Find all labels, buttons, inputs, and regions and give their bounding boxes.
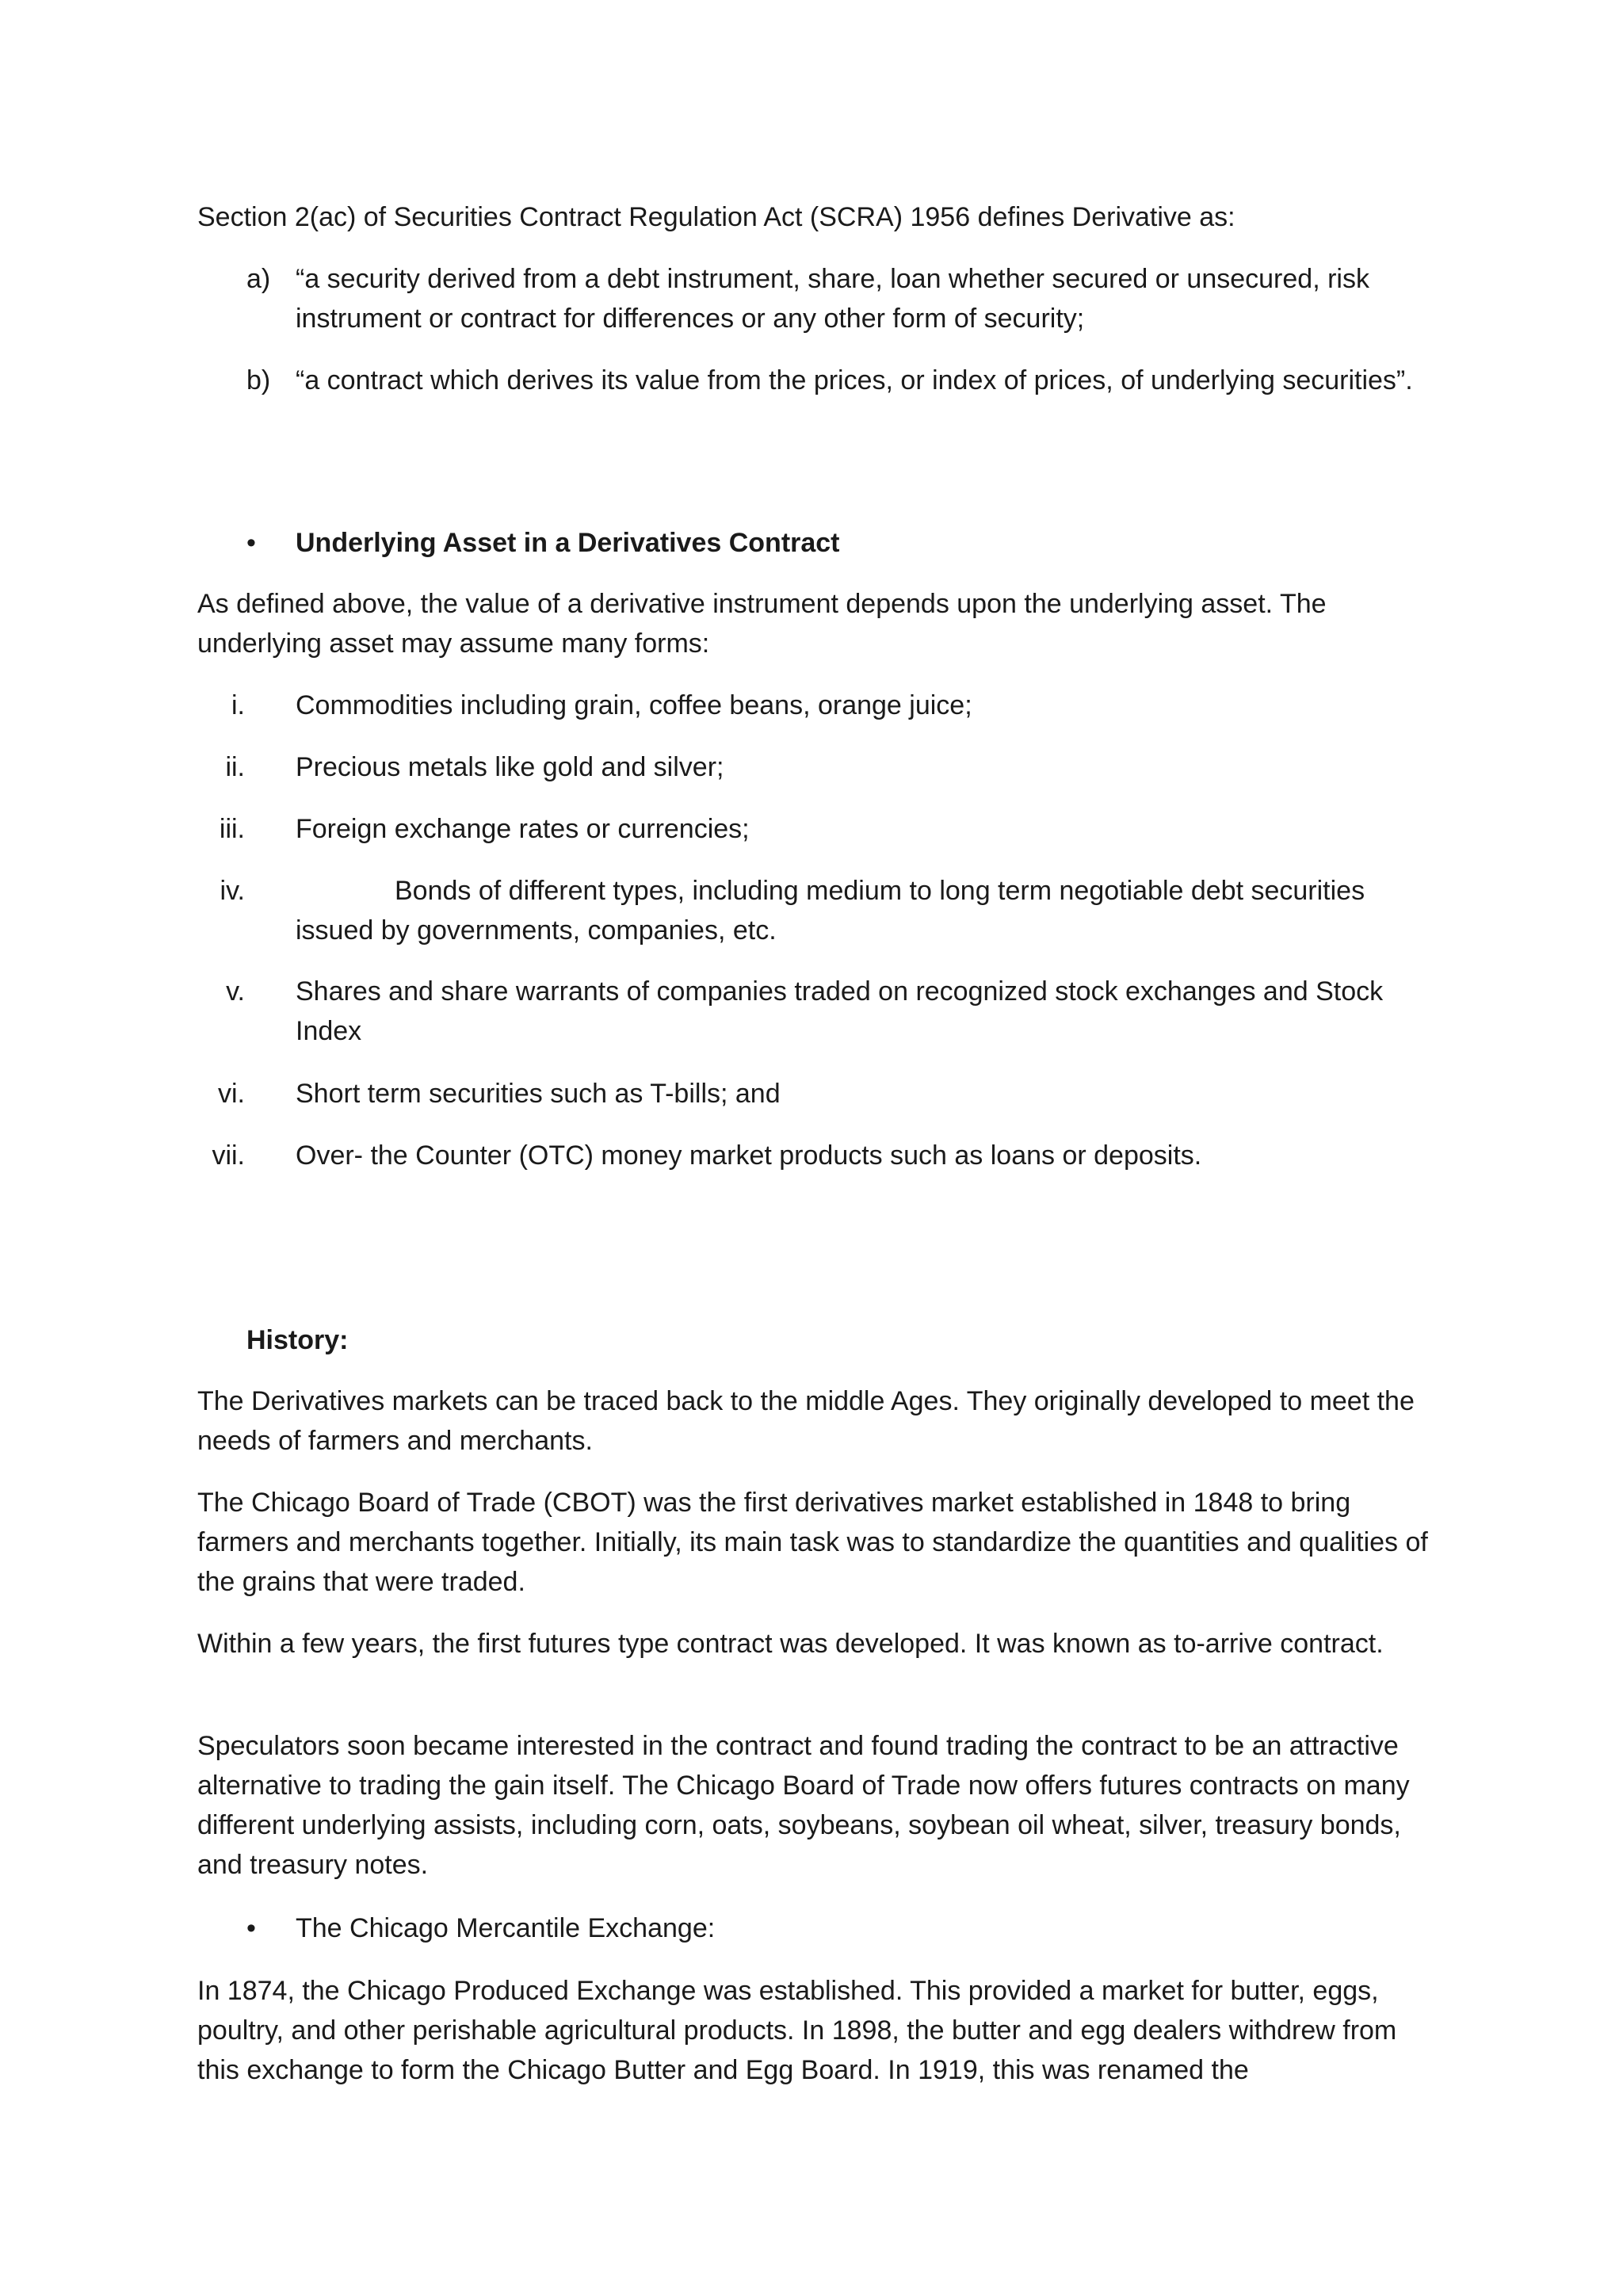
cme-heading: The Chicago Mercantile Exchange:	[296, 1913, 716, 1943]
asset-label-ii: ii.	[225, 752, 245, 782]
bullet-underlying-heading: •	[246, 528, 256, 558]
asset-label-iii: iii.	[219, 814, 245, 844]
asset-label-vi: vi.	[218, 1079, 245, 1109]
underlying-intro-paragraph: As defined above, the value of a derivative instrument depends upon the underlying asset. The underlying asset may assume many forms:	[197, 589, 1327, 659]
asset-text-iv: Bonds of different types, including medium to long term negotiable debt securities issued by governments, companies, etc.	[296, 876, 1365, 946]
history-paragraph-1: The Derivatives markets can be traced back to the middle Ages. They originally developed to meet the needs of farmers and merchants.	[197, 1386, 1415, 1456]
definition-text-b: “a contract which derives its value from the prices, or index of prices, of underlying securities”.	[296, 365, 1413, 395]
definition-text-a: “a security derived from a debt instrument, share, loan whether secured or unsecured, risk instrument or contract for differences or any other form of security;	[296, 264, 1369, 334]
asset-text-v: Shares and share warrants of companies traded on recognized stock exchanges and Stock Index	[296, 976, 1384, 1046]
definition-label-a: a)	[246, 264, 271, 294]
asset-text-vi: Short term securities such as T-bills; and	[296, 1079, 781, 1109]
asset-text-i: Commodities including grain, coffee beans, orange juice;	[296, 690, 972, 720]
asset-text-ii: Precious metals like gold and silver;	[296, 752, 724, 782]
cme-paragraph: In 1874, the Chicago Produced Exchange was established. This provided a market for butter, eggs, poultry, and other perishable agricultural products. In 1898, the butter and egg dealers withdrew from this exchange to form the Chicago Butter and Egg Board. In 1919, this was renamed the	[197, 1976, 1397, 2085]
asset-label-iv: iv.	[220, 876, 245, 906]
asset-label-v: v.	[226, 976, 245, 1007]
asset-text-iii: Foreign exchange rates or currencies;	[296, 814, 750, 844]
intro-paragraph: Section 2(ac) of Securities Contract Regulation Act (SCRA) 1956 defines Derivative as:	[197, 202, 1235, 232]
bullet-cme-heading: •	[246, 1913, 256, 1943]
underlying-heading: Underlying Asset in a Derivatives Contract	[296, 528, 840, 558]
asset-label-i: i.	[231, 690, 245, 720]
asset-text-vii: Over- the Counter (OTC) money market products such as loans or deposits.	[296, 1140, 1202, 1171]
history-paragraph-4: Speculators soon became interested in the contract and found trading the contract to be an attractive alternative to trading the gain itself. The Chicago Board of Trade now offers futures contracts on many different underlying assists, including corn, oats, soybeans, soybean oil wheat, silver, treasury bonds, and treasury notes.	[197, 1731, 1410, 1880]
definition-label-b: b)	[246, 365, 271, 395]
asset-label-vii: vii.	[212, 1140, 245, 1171]
history-paragraph-2: The Chicago Board of Trade (CBOT) was the first derivatives market established in 1848 to bring farmers and merchants together. Initially, its main task was to standardize the quantities and qualities of the grains that were traded.	[197, 1488, 1428, 1597]
history-heading: History:	[246, 1325, 349, 1355]
history-paragraph-3: Within a few years, the first futures type contract was developed. It was known as to-arrive contract.	[197, 1629, 1384, 1659]
